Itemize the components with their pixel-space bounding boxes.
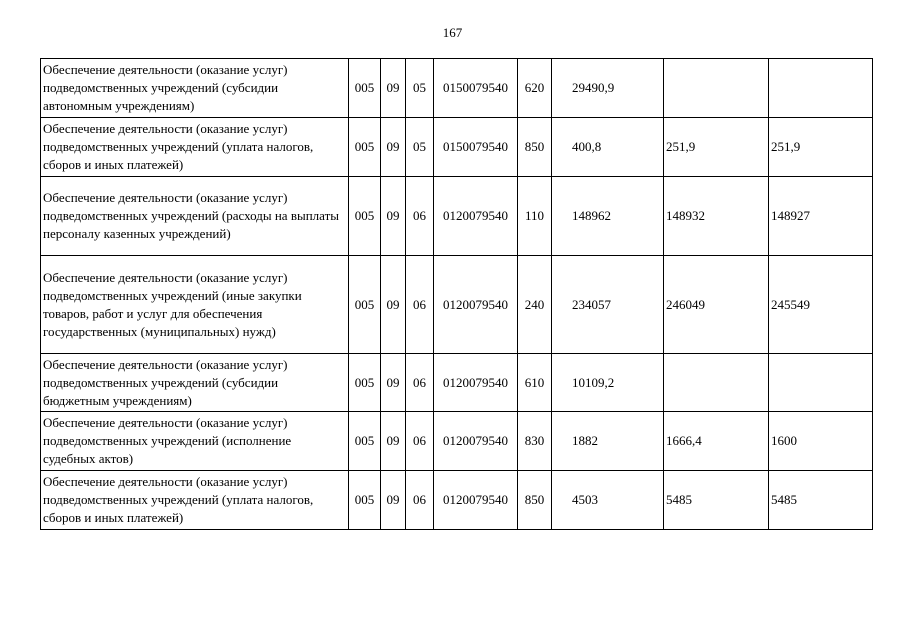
table-row xyxy=(41,59,873,118)
target-article-code: 0150079540 xyxy=(434,59,518,118)
expense-type-code: 830 xyxy=(518,412,552,471)
target-article-code: 0120079540 xyxy=(434,177,518,256)
amount-year-2 xyxy=(664,354,769,412)
ministry-code: 005 xyxy=(349,354,381,412)
amount-year-3: 148927 xyxy=(769,177,873,256)
expense-type-code: 110 xyxy=(518,177,552,256)
row-name: Обеспечение деятельности (оказание услуг) подведомственных учреждений (субсидии автономным учреждениям) xyxy=(41,59,349,118)
subsection-code: 06 xyxy=(406,471,434,530)
table-row xyxy=(41,118,873,177)
target-article-code: 0150079540 xyxy=(434,118,518,177)
amount-year-1: 148962 xyxy=(552,177,664,256)
expense-type-code: 610 xyxy=(518,354,552,412)
amount-year-2: 246049 xyxy=(664,256,769,354)
page-number: 167 xyxy=(442,25,463,40)
amount-year-1: 29490,9 xyxy=(552,59,664,118)
amount-year-3: 251,9 xyxy=(769,118,873,177)
amount-year-2: 148932 xyxy=(664,177,769,256)
target-article-code: 0120079540 xyxy=(434,471,518,530)
subsection-code: 05 xyxy=(406,118,434,177)
amount-year-1: 4503 xyxy=(552,471,664,530)
section-code: 09 xyxy=(381,471,406,530)
ministry-code: 005 xyxy=(349,471,381,530)
row-name: Обеспечение деятельности (оказание услуг) подведомственных учреждений (уплата налогов, сборов и иных платежей) xyxy=(41,471,349,530)
row-name: Обеспечение деятельности (оказание услуг) подведомственных учреждений (иные закупки товаров, работ и услуг для обеспечения государственных (муниципальных) нужд) xyxy=(41,256,349,354)
ministry-code: 005 xyxy=(349,256,381,354)
amount-year-3 xyxy=(769,354,873,412)
section-code: 09 xyxy=(381,256,406,354)
table-row xyxy=(41,354,873,412)
table-row xyxy=(41,177,873,256)
expense-type-code: 850 xyxy=(518,471,552,530)
amount-year-3 xyxy=(769,59,873,118)
row-name: Обеспечение деятельности (оказание услуг) подведомственных учреждений (расходы на выплаты персоналу казенных учреждений) xyxy=(41,177,349,256)
amount-year-2: 251,9 xyxy=(664,118,769,177)
ministry-code: 005 xyxy=(349,412,381,471)
amount-year-2: 5485 xyxy=(664,471,769,530)
section-code: 09 xyxy=(381,118,406,177)
table-row xyxy=(41,471,873,530)
subsection-code: 06 xyxy=(406,412,434,471)
target-article-code: 0120079540 xyxy=(434,412,518,471)
target-article-code: 0120079540 xyxy=(434,354,518,412)
amount-year-3: 1600 xyxy=(769,412,873,471)
amount-year-2: 1666,4 xyxy=(664,412,769,471)
amount-year-1: 234057 xyxy=(552,256,664,354)
subsection-code: 06 xyxy=(406,256,434,354)
row-name: Обеспечение деятельности (оказание услуг) подведомственных учреждений (уплата налогов, сборов и иных платежей) xyxy=(41,118,349,177)
target-article-code: 0120079540 xyxy=(434,256,518,354)
amount-year-1: 1882 xyxy=(552,412,664,471)
expense-type-code: 240 xyxy=(518,256,552,354)
subsection-code: 06 xyxy=(406,177,434,256)
subsection-code: 06 xyxy=(406,354,434,412)
amount-year-3: 245549 xyxy=(769,256,873,354)
table-row xyxy=(41,412,873,471)
section-code: 09 xyxy=(381,354,406,412)
amount-year-3: 5485 xyxy=(769,471,873,530)
section-code: 09 xyxy=(381,59,406,118)
ministry-code: 005 xyxy=(349,177,381,256)
section-code: 09 xyxy=(381,177,406,256)
expense-type-code: 850 xyxy=(518,118,552,177)
ministry-code: 005 xyxy=(349,118,381,177)
section-code: 09 xyxy=(381,412,406,471)
row-name: Обеспечение деятельности (оказание услуг) подведомственных учреждений (исполнение судебных актов) xyxy=(41,412,349,471)
table-row xyxy=(41,256,873,354)
expense-type-code: 620 xyxy=(518,59,552,118)
ministry-code: 005 xyxy=(349,59,381,118)
row-name: Обеспечение деятельности (оказание услуг) подведомственных учреждений (субсидии бюджетным учреждениям) xyxy=(41,354,349,412)
subsection-code: 05 xyxy=(406,59,434,118)
amount-year-1: 400,8 xyxy=(552,118,664,177)
amount-year-2 xyxy=(664,59,769,118)
amount-year-1: 10109,2 xyxy=(552,354,664,412)
budget-table xyxy=(40,58,873,530)
